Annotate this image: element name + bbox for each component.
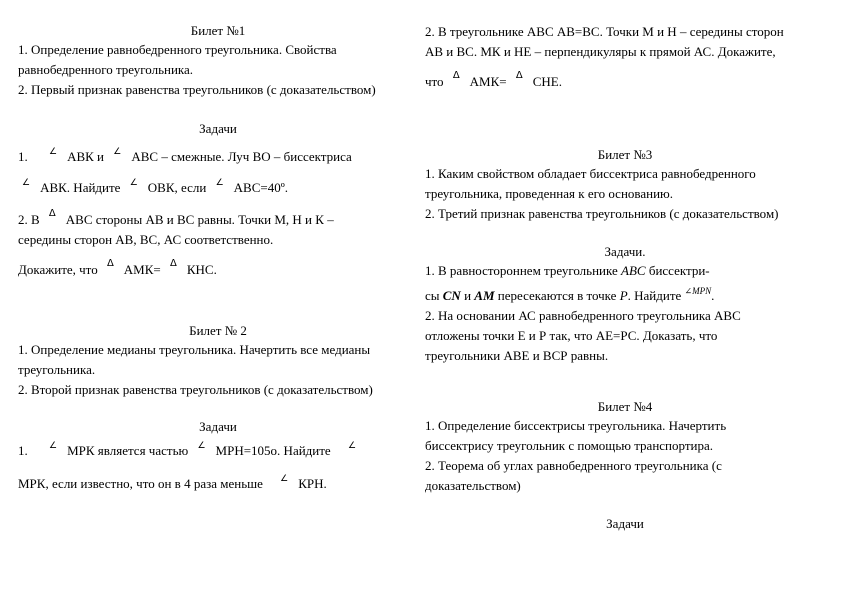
ticket-1-task-1-line-1: [18, 142, 418, 167]
ticket-4-question-2-cont: доказательством): [425, 478, 521, 493]
ticket-4-question-1-cont: биссектрису треугольник с помощью транспортира.: [425, 438, 713, 453]
triangle-icon: Δ: [48, 208, 56, 219]
ticket-2-question-2: 2. Второй признак равенства треугольников (с доказательством): [18, 382, 373, 397]
ticket-4-question-2: 2. Теорема об углах равнобедренного треугольника (с: [425, 458, 722, 473]
task-text: ОВК, если: [147, 180, 207, 195]
task-text: что: [425, 74, 444, 89]
ticket-1-tasks: [18, 120, 418, 280]
triangle-icon: Δ: [452, 70, 460, 81]
ticket-1-task-3-line-3: [425, 66, 825, 92]
task-text: сы: [425, 288, 440, 303]
task-text: АВК и: [67, 149, 105, 164]
triangle-icon: Δ: [170, 258, 177, 269]
left-column: [18, 0, 423, 595]
ticket-1: [18, 22, 418, 100]
triangle-name: ABC: [621, 263, 646, 278]
task-number: 1.: [18, 443, 28, 458]
task-text: АВС=40º.: [233, 180, 288, 195]
angle-icon: ∠: [22, 178, 31, 188]
task-text: и: [464, 288, 472, 303]
bisector-am: AM: [474, 288, 495, 303]
angle-icon: ∠: [49, 147, 58, 157]
ticket-2-task-1-line-2: [18, 469, 418, 494]
task-text: КНС.: [186, 262, 217, 277]
ticket-1-task-3-line-2: АВ и ВС. МК и НЕ – перпендикуляры к прямой АС. Докажите,: [425, 44, 776, 59]
ticket-3: [425, 146, 825, 224]
angle-icon: ∠: [215, 178, 224, 188]
ticket-3-title: Билет №3: [597, 147, 653, 162]
ticket-1-task-3: [425, 22, 825, 92]
task-text: 1. В равностороннем треугольнике: [425, 263, 618, 278]
task-text: пересекаются в точке: [497, 288, 617, 303]
task-text: АВС – смежные. Луч ВО – биссектриса: [131, 149, 352, 164]
ticket-3-task-1-line-1: [425, 261, 825, 281]
task-text: МРН=105о. Найдите: [215, 443, 331, 458]
ticket-3-task-2-line-3: треугольники АВЕ и ВСР равны.: [425, 348, 609, 363]
task-text: АМК=: [469, 74, 507, 89]
ticket-1-task-3-line-1: 2. В треугольнике АВС АВ=ВС. Точки М и Н – середины сторон: [425, 24, 784, 39]
ticket-1-question-2: 2. Первый признак равенства треугольников (с доказательством): [18, 82, 376, 97]
ticket-1-task-2-line-2: середины сторон АВ, ВС, АС соответственно.: [18, 232, 274, 247]
ticket-1-task-2-line-1: [18, 204, 418, 230]
ticket-3-task-1-line-2: [425, 281, 825, 306]
task-text: Докажите, что: [18, 262, 98, 277]
ticket-2-question-1-cont: треугольника.: [18, 362, 96, 377]
ticket-4-question-1: 1. Определение биссектрисы треугольника. Начертить: [425, 418, 727, 433]
task-text: . Найдите: [627, 288, 682, 303]
ticket-2-question-1: 1. Определение медианы треугольника. Начертить все медианы: [18, 342, 371, 357]
ticket-4-tasks: [425, 515, 825, 533]
ticket-3-tasks-title: Задачи.: [604, 244, 646, 259]
angle-icon: ∠: [347, 441, 357, 451]
ticket-3-question-2: 2. Третий признак равенства треугольников (с доказательством): [425, 206, 779, 221]
ticket-4-title: Билет №4: [597, 399, 653, 414]
ticket-3-task-2-line-2: отложены точки Е и Р так, что АЕ=РС. Доказать, что: [425, 328, 718, 343]
task-text: АВС стороны АВ и ВС равны. Точки М, Н и К –: [65, 212, 334, 227]
point-p: P: [619, 288, 628, 303]
task-text: 2. В: [18, 212, 40, 227]
task-text: КРН.: [298, 476, 327, 491]
task-text: МРК является частью: [67, 443, 189, 458]
right-column: [425, 0, 830, 595]
task-text: СНЕ.: [532, 74, 562, 89]
angle-icon: ∠: [49, 441, 58, 451]
ticket-1-title: Билет №1: [190, 23, 246, 38]
task-text: биссектри-: [648, 263, 710, 278]
angle-mpn: ∠MPN: [684, 286, 712, 296]
ticket-1-question-1-cont: равнобедренного треугольника.: [18, 62, 194, 77]
ticket-4-tasks-title: Задачи: [606, 516, 644, 531]
task-text: АВК. Найдите: [40, 180, 121, 195]
task-text: .: [711, 288, 715, 303]
task-text: МРК, если известно, что он в 4 раза меньше: [18, 476, 263, 491]
bisector-cn: CN: [442, 288, 461, 303]
ticket-4: [425, 398, 825, 496]
task-text: АМК=: [123, 262, 161, 277]
ticket-2-tasks-title: Задачи: [199, 419, 237, 434]
ticket-3-question-1-cont: треугольника, проведенная к его основанию.: [425, 186, 674, 201]
ticket-3-question-1: 1. Каким свойством обладает биссектриса равнобедренного: [425, 166, 756, 181]
ticket-2: [18, 322, 418, 400]
triangle-icon: Δ: [515, 70, 523, 81]
ticket-1-task-2-line-3: [18, 254, 418, 280]
angle-icon: ∠: [129, 178, 138, 188]
angle-icon: ∠: [280, 474, 289, 484]
ticket-1-task-1-line-2: [18, 173, 418, 198]
angle-icon: ∠: [113, 147, 122, 157]
task-number: 1.: [18, 149, 28, 164]
triangle-icon: Δ: [106, 258, 114, 269]
ticket-2-title: Билет № 2: [189, 323, 247, 338]
angle-icon: ∠: [197, 441, 206, 451]
ticket-3-task-2-line-1: 2. На основании АС равнобедренного треугольника АВС: [425, 308, 741, 323]
ticket-1-tasks-title: Задачи: [199, 121, 237, 136]
ticket-3-tasks: [425, 243, 825, 366]
ticket-1-question-1: 1. Определение равнобедренного треугольника. Свойства: [18, 42, 337, 57]
ticket-2-tasks: [18, 418, 418, 494]
ticket-2-task-1-line-1: [18, 436, 418, 461]
